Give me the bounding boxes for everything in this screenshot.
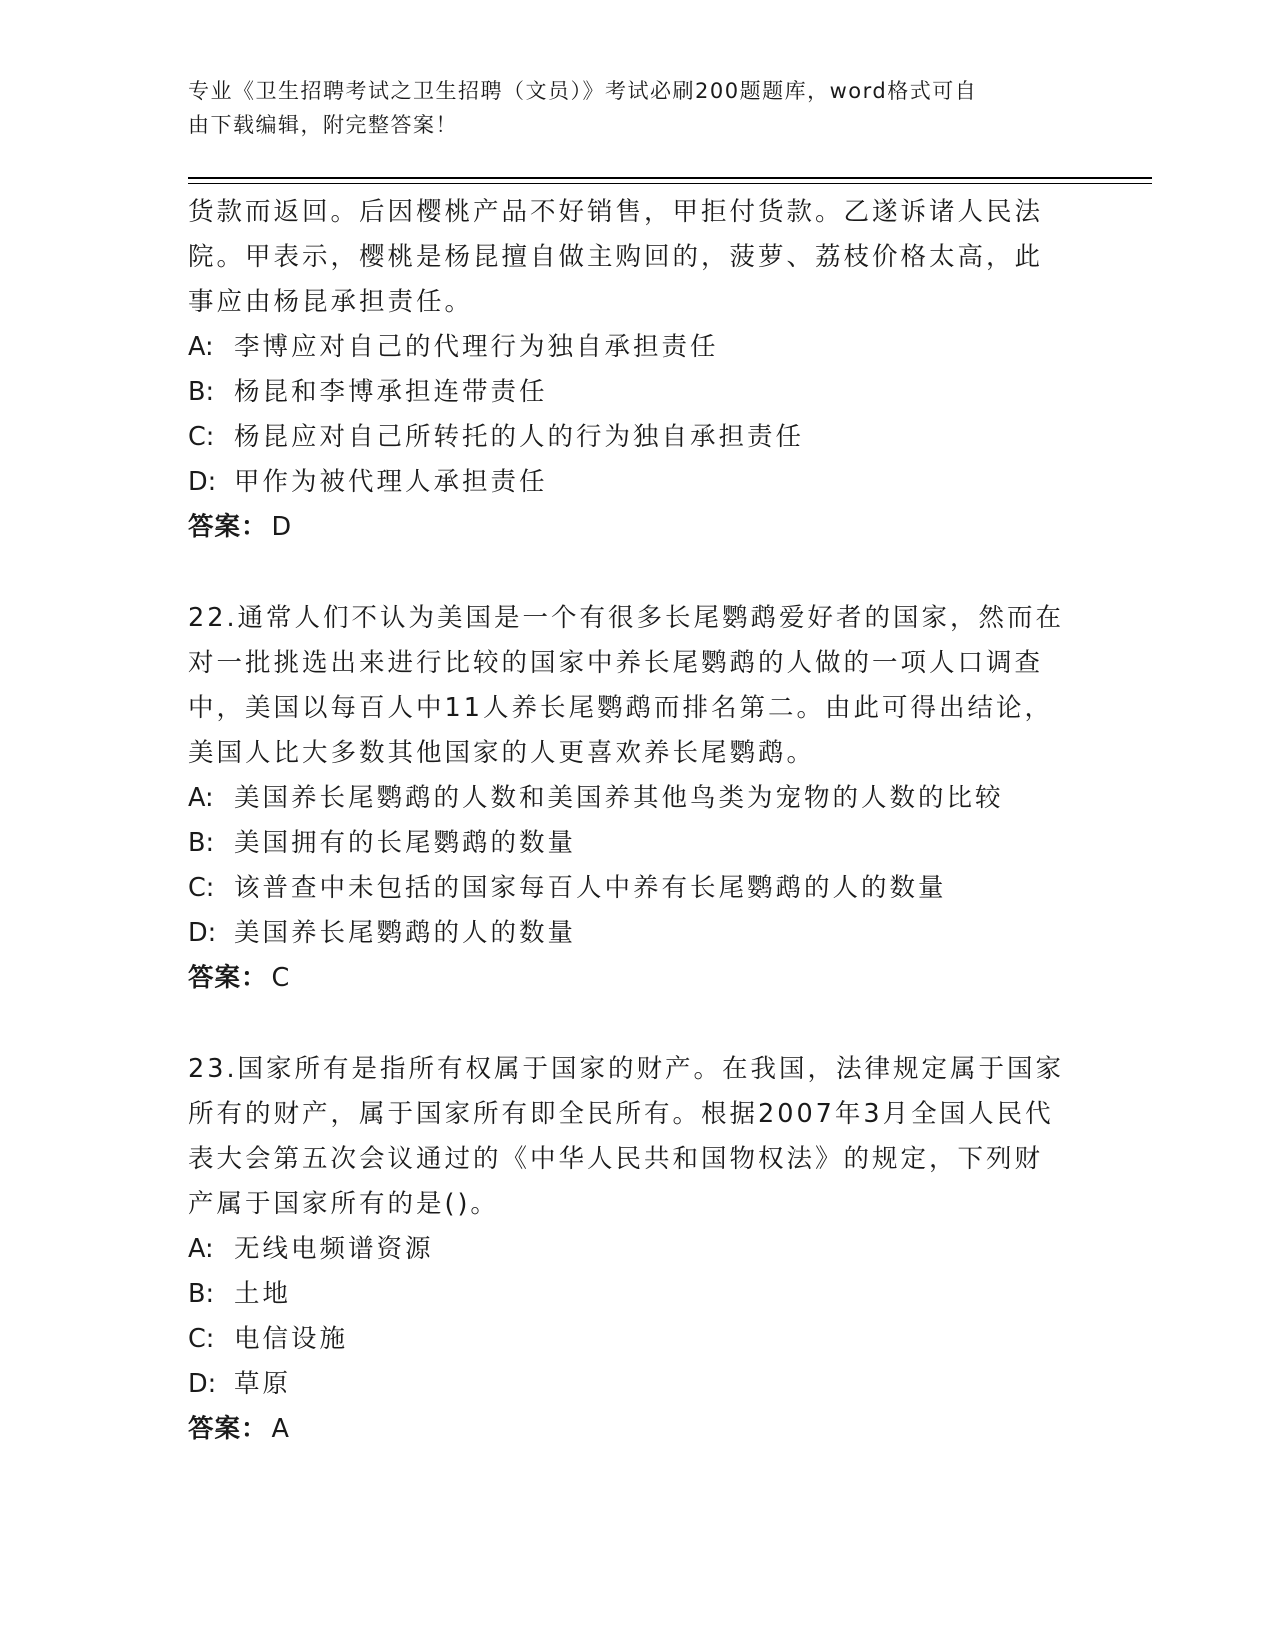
option-letter: C:: [188, 1324, 215, 1354]
answer-line: [188, 1407, 1088, 1452]
question-line: 货款而返回。后因樱桃产品不好销售，甲拒付货款。乙遂诉诸人民法: [188, 197, 1044, 227]
option-letter: D:: [188, 1369, 217, 1399]
header-line-1: 专业《卫生招聘考试之卫生招聘（文员）》考试必刷200题题库，word格式可自: [188, 79, 978, 103]
option-text: 美国养长尾鹦鹉的人的数量: [234, 918, 577, 948]
answer-label: 答案：: [188, 512, 268, 542]
option-text: 该普查中未包括的国家每百人中养有长尾鹦鹉的人的数量: [234, 873, 947, 903]
question-22: [188, 596, 1088, 1001]
question-line: 事应由杨昆承担责任。: [188, 287, 474, 317]
option-a: [188, 776, 1088, 821]
option-letter: B:: [188, 1279, 215, 1309]
header-rule-thin: [188, 183, 1152, 184]
question-line: 表大会第五次会议通过的《中华人民共和国物权法》的规定，下列财: [188, 1144, 1044, 1174]
option-text: 杨昆应对自己所转托的人的行为独自承担责任: [234, 422, 805, 452]
option-b: [188, 370, 1088, 415]
question-text: [188, 596, 1088, 776]
option-text: 美国养长尾鹦鹉的人数和美国养其他鸟类为宠物的人数的比较: [234, 783, 1004, 813]
option-letter: A:: [188, 783, 214, 813]
option-letter: D:: [188, 467, 217, 497]
question-line: 院。甲表示，樱桃是杨昆擅自做主购回的，菠萝、荔枝价格太高，此: [188, 242, 1044, 272]
answer-value: A: [271, 1414, 290, 1444]
option-text: 甲作为被代理人承担责任: [234, 467, 548, 497]
option-letter: B:: [188, 377, 215, 407]
question-continued: [188, 190, 1088, 550]
option-text: 李博应对自己的代理行为独自承担责任: [234, 332, 719, 362]
document-header: [188, 74, 1068, 142]
option-letter: D:: [188, 918, 217, 948]
option-letter: A:: [188, 332, 214, 362]
option-b: [188, 1272, 1088, 1317]
header-rule-thick: [188, 177, 1152, 179]
option-b: [188, 821, 1088, 866]
option-d: [188, 460, 1088, 505]
option-a: [188, 325, 1088, 370]
answer-value: C: [271, 963, 291, 993]
answer-line: [188, 505, 1088, 550]
question-line: 22.通常人们不认为美国是一个有很多长尾鹦鹉爱好者的国家，然而在: [188, 603, 1065, 633]
option-letter: B:: [188, 828, 215, 858]
answer-value: D: [271, 512, 293, 542]
option-d: [188, 1362, 1088, 1407]
option-d: [188, 911, 1088, 956]
option-letter: C:: [188, 873, 215, 903]
option-text: 杨昆和李博承担连带责任: [234, 377, 548, 407]
option-letter: A:: [188, 1234, 214, 1264]
answer-label: 答案：: [188, 1414, 268, 1444]
option-c: [188, 415, 1088, 460]
option-text: 无线电频谱资源: [234, 1234, 434, 1264]
question-line: 对一批挑选出来进行比较的国家中养长尾鹦鹉的人做的一项人口调查: [188, 648, 1044, 678]
question-line: 23.国家所有是指所有权属于国家的财产。在我国，法律规定属于国家: [188, 1054, 1065, 1084]
option-text: 电信设施: [234, 1324, 349, 1354]
option-c: [188, 866, 1088, 911]
header-line-2: 由下载编辑，附完整答案！: [188, 113, 458, 137]
document-body: [188, 190, 1088, 1452]
question-line: 美国人比大多数其他国家的人更喜欢养长尾鹦鹉。: [188, 738, 816, 768]
question-line: 产属于国家所有的是()。: [188, 1189, 499, 1219]
answer-label: 答案：: [188, 963, 268, 993]
option-c: [188, 1317, 1088, 1362]
option-text: 土地: [234, 1279, 292, 1309]
question-23: [188, 1047, 1088, 1452]
option-a: [188, 1227, 1088, 1272]
question-text: [188, 190, 1088, 325]
question-line: 所有的财产，属于国家所有即全民所有。根据2007年3月全国人民代: [188, 1099, 1054, 1129]
question-line: 中，美国以每百人中11人养长尾鹦鹉而排名第二。由此可得出结论，: [188, 693, 1053, 723]
option-letter: C:: [188, 422, 215, 452]
question-text: [188, 1047, 1088, 1227]
option-text: 美国拥有的长尾鹦鹉的数量: [234, 828, 577, 858]
answer-line: [188, 956, 1088, 1001]
option-text: 草原: [234, 1369, 292, 1399]
